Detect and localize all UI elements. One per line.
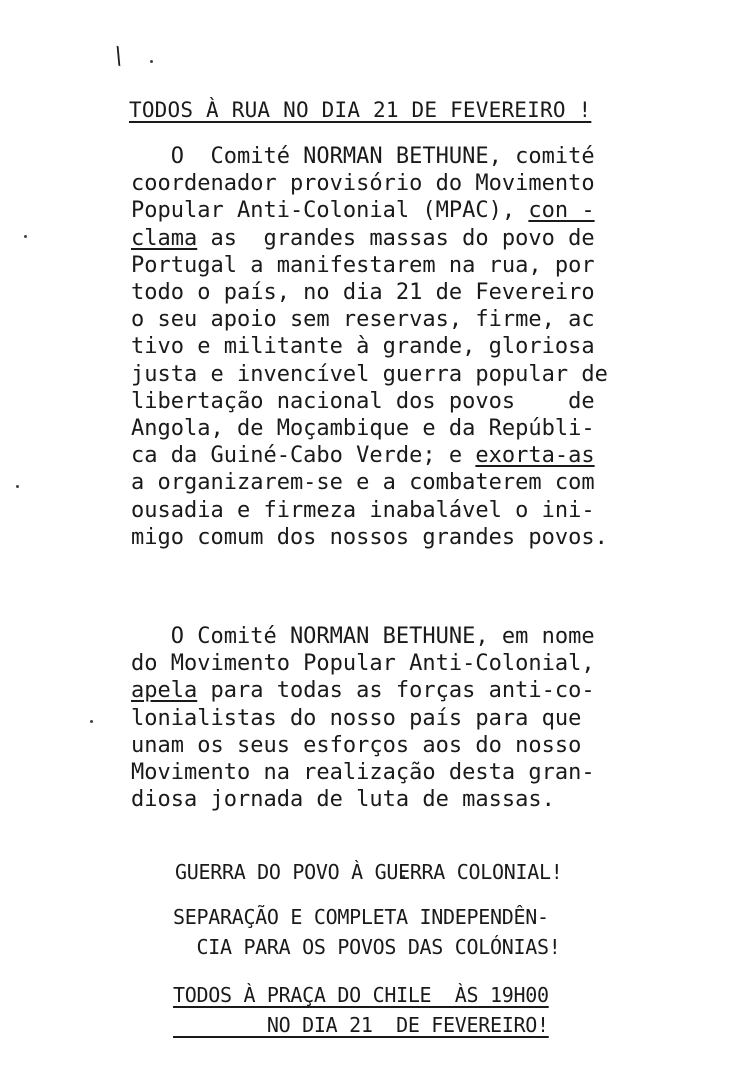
- p2-line-4: lonialistas do nosso país para que: [131, 705, 582, 731]
- underlined-clama: clama: [131, 225, 198, 251]
- p2-line-7: diosa jornada de luta de massas.: [131, 787, 555, 813]
- underlined-apela: apela: [131, 678, 198, 704]
- underlined-exorta: exorta-as: [475, 443, 595, 469]
- paragraph-1: [131, 143, 711, 551]
- p1-line-3: Popular Anti-Colonial (MPAC),: [131, 198, 529, 224]
- p1-line-2: coordenador provisório do Movimento: [131, 171, 595, 197]
- slogan-independencia: [173, 902, 560, 962]
- ink-speck: [24, 235, 27, 238]
- p1-line-5: Portugal a manifestarem na rua, por: [131, 252, 595, 278]
- slogan-guerra: GUERRA DO POVO À GUERRA COLONIAL!: [175, 860, 563, 884]
- p1-line-9: justa e invencível guerra popular de: [131, 361, 608, 387]
- p1-line-7: o seu apoio sem reservas, firme, ac: [131, 307, 595, 333]
- p1-line-15: migo comum dos nossos grandes povos.: [131, 524, 608, 550]
- slogan-praca-line-2: NO DIA 21 DE FEVEREIRO!: [173, 1013, 549, 1037]
- p1-line-4-rest: as grandes massas do povo de: [197, 225, 595, 251]
- underlined-con: con -: [528, 198, 595, 224]
- p2-line-6: Movimento na realização desta gran-: [131, 760, 595, 786]
- ink-speck: [90, 720, 93, 723]
- p1-line-12: ca da Guiné-Cabo Verde; e: [131, 443, 476, 469]
- slogan-praca-do-chile: [173, 980, 549, 1040]
- handwritten-mark: \: [108, 42, 130, 71]
- p1-line-10: libertação nacional dos povos de: [131, 388, 595, 414]
- document-title: TODOS À RUA NO DIA 21 DE FEVEREIRO !: [129, 98, 592, 122]
- slogan-praca-line-1: TODOS À PRAÇA DO CHILE ÀS 19H00: [173, 983, 549, 1007]
- ink-speck: [16, 485, 19, 488]
- ink-speck: [150, 60, 153, 63]
- p1-line-1: O Comité NORMAN BETHUNE, comité: [131, 144, 595, 169]
- slogan-independencia-line-1: SEPARAÇÃO E COMPLETA INDEPENDÊN-: [173, 905, 549, 929]
- p2-line-2: do Movimento Popular Anti-Colonial,: [131, 651, 595, 677]
- p1-line-14: ousadia e firmeza inabalável o ini-: [131, 497, 595, 523]
- p1-line-13: a organizarem-se e a combaterem com: [131, 470, 595, 496]
- p1-line-8: tivo e militante à grande, gloriosa: [131, 334, 595, 360]
- p2-line-5: unam os seus esforços aos do nosso: [131, 732, 582, 758]
- paragraph-2: [131, 623, 711, 813]
- slogan-independencia-line-2: CIA PARA OS POVOS DAS COLÓNIAS!: [173, 935, 561, 959]
- p1-line-6: todo o país, no dia 21 de Fevereiro: [131, 280, 595, 306]
- p2-line-3-rest: para todas as forças anti-co-: [197, 678, 595, 704]
- p2-line-1: O Comité NORMAN BETHUNE, em nome: [131, 624, 595, 649]
- p1-line-11: Angola, de Moçambique e da Repúbli-: [131, 416, 595, 442]
